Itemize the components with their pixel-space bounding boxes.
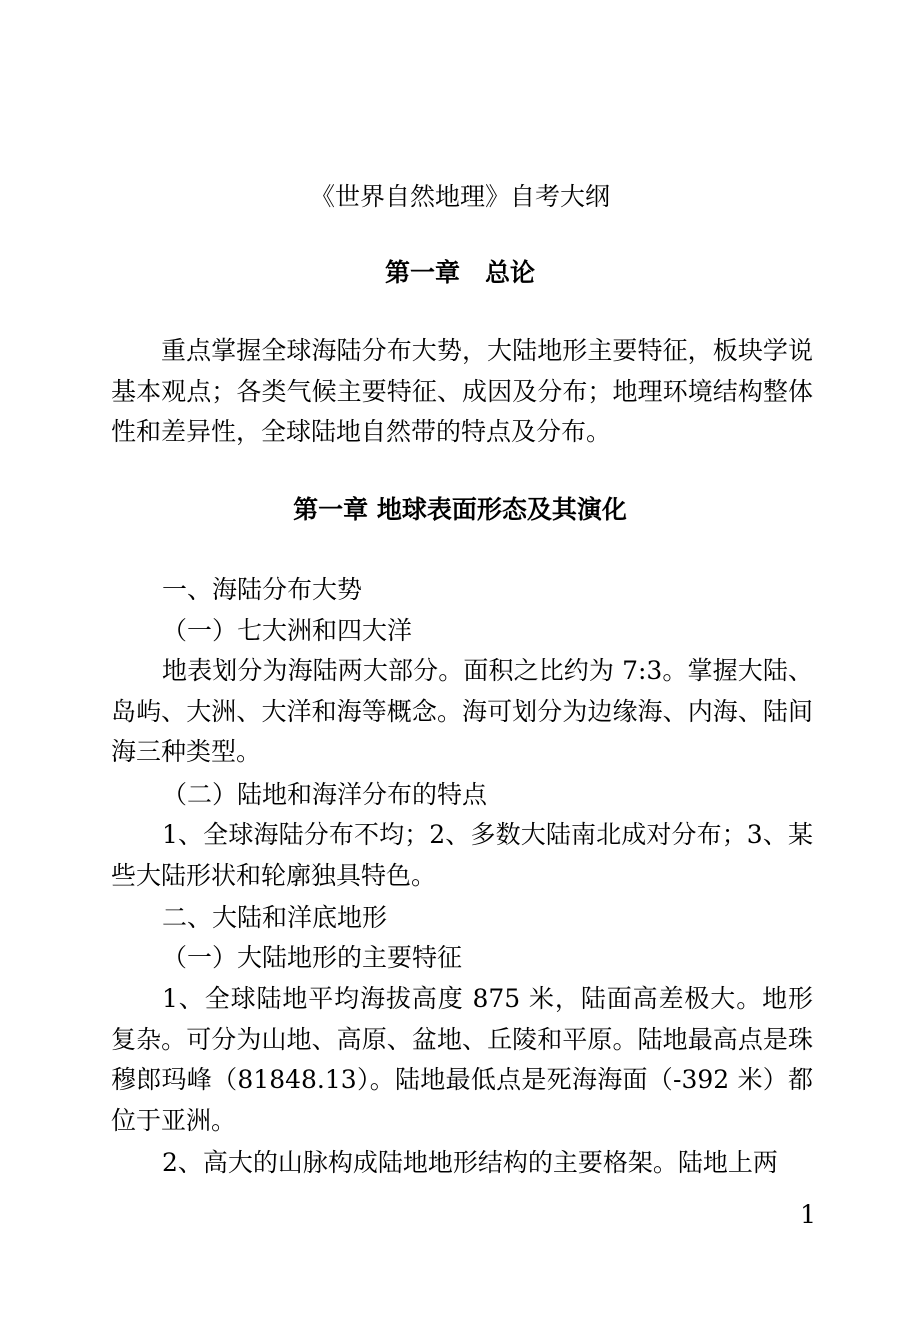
section2-sub1-paragraph-2: 2、高大的山脉构成陆地地形结构的主要格架。陆地上两 xyxy=(162,1148,778,1177)
section2-sub1-paragraph-1: 1、全球陆地平均海拔高度 875 米，陆面高差极大。地形复杂。可分为山地、高原、盆地、丘陵和平原。陆地最高点是珠穆郎玛峰（81848.13）。陆地最低点是死海海面（-392 米）都位于亚洲。 xyxy=(111,984,813,1135)
overview-paragraph: 重点掌握全球海陆分布大势，大陆地形主要特征，板块学说基本观点；各类气候主要特征、成因及分布；地理环境结构整体性和差异性，全球陆地自然带的特点及分布。 xyxy=(111,336,813,446)
section2-sub1-heading: （一）大陆地形的主要特征 xyxy=(162,943,463,972)
section1-sub2-paragraph: 1、全球海陆分布不均；2、多数大陆南北成对分布；3、某些大陆形状和轮廓独具特色。 xyxy=(111,820,813,890)
section1-sub1-paragraph: 地表划分为海陆两大部分。面积之比约为 7:3。掌握大陆、岛屿、大洲、大洋和海等概念。海可划分为边缘海、内海、陆间海三种类型。 xyxy=(111,656,813,766)
section1-heading: 一、海陆分布大势 xyxy=(162,575,363,604)
section1-sub1-heading: （一）七大洲和四大洋 xyxy=(162,616,413,645)
section1-sub2-heading: （二）陆地和海洋分布的特点 xyxy=(162,780,488,809)
section2-heading: 二、大陆和洋底地形 xyxy=(162,903,388,932)
chapter1-heading: 第一章 地球表面形态及其演化 xyxy=(293,495,627,524)
chapter-overview-heading: 第一章 总论 xyxy=(384,258,535,287)
page-number: 1 xyxy=(800,1200,816,1229)
document-title: 《世界自然地理》自考大纲 xyxy=(309,182,610,211)
